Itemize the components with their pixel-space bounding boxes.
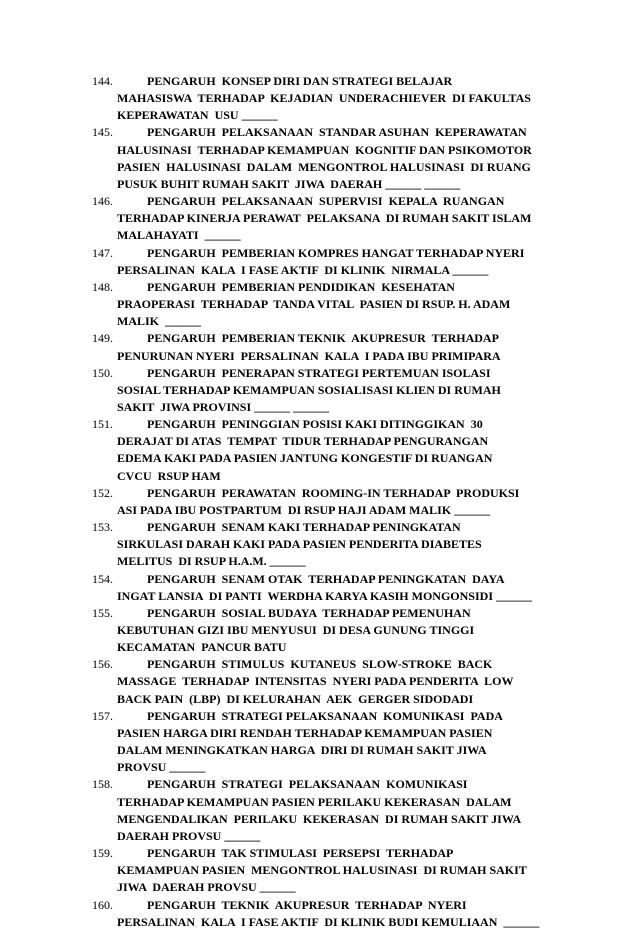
entry-title-text: CVCU RSUP HAM — [117, 468, 221, 483]
entry-title-line — [92, 673, 572, 690]
entry-title-text: PERSALINAN KALA I FASE AKTIF DI KLINIK BUDI KEMULIAAN ______ — [117, 914, 540, 929]
entry-title-first-line — [92, 571, 572, 588]
list-item — [92, 897, 572, 931]
entry-number: 152. — [92, 485, 113, 500]
entry-title-text: PUSUK BUHIT RUMAH SAKIT JIWA DAERAH ______ ______ — [117, 176, 461, 191]
entry-title-text: SOSIAL TERHADAP KEMAMPUAN SOSIALISASI KLIEN DI RUMAH — [117, 382, 501, 397]
entry-title-line — [92, 862, 572, 879]
entry-title-text: BACK PAIN (LBP) DI KELURAHAN AEK GERGER SIDODADI — [117, 691, 474, 706]
entry-title-text: PENGARUH PEMBERIAN TEKNIK AKUPRESUR TERHADAP — [147, 331, 499, 346]
entry-title-text: KEBUTUHAN GIZI IBU MENYUSUI DI DESA GUNUNG TINGGI — [117, 623, 475, 637]
entry-title-line — [92, 433, 572, 450]
entry-title-first-line — [92, 416, 572, 433]
entry-title-line — [92, 725, 572, 742]
list-item — [92, 485, 572, 519]
entry-title-text: DALAM MENINGKATKAN HARGA DIRI DI RUMAH SAKIT JIWA — [117, 743, 487, 758]
entry-title-text: MASSAGE TERHADAP INTENSITAS NYERI PADA PENDERITA LOW — [117, 674, 514, 689]
entry-title-text: PENGARUH SOSIAL BUDAYA TERHADAP PEMENUHAN — [147, 605, 471, 620]
entry-title-text: PERSALINAN KALA I FASE AKTIF DI KLINIK NIRMALA ______ — [117, 262, 489, 277]
entry-title-text: PENGARUH TEKNIK AKUPRESUR TERHADAP NYERI — [147, 897, 467, 912]
entry-number: 151. — [92, 417, 113, 432]
entry-title-line — [92, 691, 572, 708]
entry-title-text: PENGARUH KONSEP DIRI DAN STRATEGI BELAJAR — [147, 74, 453, 88]
entry-title-first-line — [92, 245, 572, 262]
entry-title-text: PENGARUH SENAM OTAK TERHADAP PENINGKATAN DAYA — [147, 571, 505, 586]
entry-title-line — [92, 759, 572, 776]
entry-title-first-line — [92, 193, 572, 210]
entry-title-first-line — [92, 519, 572, 536]
entry-title-line — [92, 622, 572, 639]
entry-title-line — [92, 639, 572, 656]
entry-number: 149. — [92, 331, 113, 346]
entry-title-line — [92, 296, 572, 313]
entry-title-line — [92, 382, 572, 399]
list-item — [92, 193, 572, 244]
entry-title-line — [92, 227, 572, 244]
entry-title-line — [92, 399, 572, 416]
entry-title-line — [92, 536, 572, 553]
entry-number: 158. — [92, 777, 113, 792]
list-item — [92, 124, 572, 193]
entry-title-text: MALIK ______ — [117, 314, 201, 329]
list-item — [92, 571, 572, 605]
entry-title-text: PENGARUH PENINGGIAN POSISI KAKI DITINGGIKAN 30 — [147, 417, 483, 432]
entry-title-line — [92, 588, 572, 605]
entry-title-text: PENGARUH PELAKSANAAN STANDAR ASUHAN KEPERAWATAN — [147, 125, 527, 140]
entry-title-text: DERAJAT DI ATAS TEMPAT TIDUR TERHADAP PENGURANGAN — [117, 434, 489, 449]
title-list — [92, 73, 572, 931]
entry-number: 160. — [92, 897, 113, 912]
list-item — [92, 845, 572, 896]
entry-title-text: MALAHAYATI ______ — [117, 228, 241, 243]
entry-title-line — [92, 107, 572, 124]
entry-title-line — [92, 176, 572, 193]
entry-number: 155. — [92, 605, 113, 620]
entry-number: 144. — [92, 74, 113, 88]
entry-number: 156. — [92, 657, 113, 672]
entry-title-first-line — [92, 897, 572, 914]
entry-number: 150. — [92, 365, 113, 380]
entry-title-text: PENGARUH PERAWATAN ROOMING-IN TERHADAP PRODUKSI — [147, 485, 520, 500]
entry-title-text: SAKIT JIWA PROVINSI ______ ______ — [117, 399, 330, 414]
entry-title-line — [92, 142, 572, 159]
entry-title-first-line — [92, 365, 572, 382]
entry-title-first-line — [92, 605, 572, 622]
entry-title-text: PENGARUH TAK STIMULASI PERSEPSI TERHADAP — [147, 846, 454, 861]
entry-title-text: PENGARUH PENERAPAN STRATEGI PERTEMUAN ISOLASI — [147, 365, 491, 380]
entry-title-first-line — [92, 124, 572, 141]
entry-title-first-line — [92, 708, 572, 725]
entry-title-line — [92, 553, 572, 570]
entry-title-text: PENGARUH PEMBERIAN PENDIDIKAN KESEHATAN — [147, 279, 455, 294]
entry-title-text: PENGARUH STRATEGI PELAKSANAAN KOMUNIKASI — [147, 777, 468, 792]
entry-title-text: PASIEN HARGA DIRI RENDAH TERHADAP KEMAMPUAN PASIEN — [117, 725, 493, 740]
entry-title-text: PENGARUH PELAKSANAAN SUPERVISI KEPALA RUANGAN — [147, 194, 505, 209]
entry-title-line — [92, 90, 572, 107]
entry-title-line — [92, 262, 572, 279]
list-item — [92, 73, 572, 124]
entry-title-line — [92, 348, 572, 365]
entry-title-first-line — [92, 485, 572, 502]
entry-title-line — [92, 879, 572, 896]
list-item — [92, 708, 572, 777]
entry-title-text: TERHADAP KINERJA PERAWAT PELAKSANA DI RUMAH SAKIT ISLAM — [117, 211, 532, 226]
entry-title-text: TERHADAP KEMAMPUAN PASIEN PERILAKU KEKERASAN DALAM — [117, 794, 512, 809]
entry-title-text: KEPERAWATAN USU ______ — [117, 108, 278, 123]
list-item — [92, 279, 572, 330]
list-item — [92, 365, 572, 416]
entry-number: 153. — [92, 520, 113, 535]
list-item — [92, 656, 572, 707]
entry-title-line — [92, 468, 572, 485]
entry-title-text: MENGENDALIKAN PERILAKU KEKERASAN DI RUMAH SAKIT JIWA — [117, 811, 522, 826]
entry-title-text: PASIEN HALUSINASI DALAM MENGONTROL HALUSINASI DI RUANG — [117, 159, 531, 174]
entry-number: 147. — [92, 245, 113, 260]
entry-title-text: HALUSINASI TERHADAP KEMAMPUAN KOGNITIF DAN PSIKOMOTOR — [117, 142, 532, 157]
list-item — [92, 245, 572, 279]
entry-title-text: ASI PADA IBU POSTPARTUM DI RSUP HAJI ADAM MALIK ______ — [117, 502, 491, 517]
entry-title-text: KECAMATAN PANCUR BATU — [117, 640, 287, 655]
entry-title-line — [92, 742, 572, 759]
entry-title-text: PENGARUH STRATEGI PELAKSANAAN KOMUNIKASI PADA — [147, 708, 503, 723]
entry-title-line — [92, 313, 572, 330]
entry-title-first-line — [92, 330, 572, 347]
entry-title-text: KEMAMPUAN PASIEN MENGONTROL HALUSINASI DI RUMAH SAKIT — [117, 863, 527, 878]
entry-title-text: PROVSU ______ — [117, 760, 206, 775]
entry-title-text: JIWA DAERAH PROVSU ______ — [117, 880, 296, 895]
entry-number: 146. — [92, 194, 113, 209]
entry-title-line — [92, 811, 572, 828]
entry-title-line — [92, 159, 572, 176]
entry-number: 148. — [92, 279, 113, 294]
entry-title-first-line — [92, 279, 572, 296]
entry-title-line — [92, 210, 572, 227]
entry-title-line — [92, 794, 572, 811]
entry-number: 154. — [92, 571, 113, 586]
entry-title-text: PENURUNAN NYERI PERSALINAN KALA I PADA IBU PRIMIPARA — [117, 348, 501, 363]
entry-title-line — [92, 828, 572, 845]
entry-title-text: MELITUS DI RSUP H.A.M. ______ — [117, 554, 306, 569]
entry-title-first-line — [92, 845, 572, 862]
entry-title-first-line — [92, 656, 572, 673]
entry-number: 157. — [92, 708, 113, 723]
list-item — [92, 416, 572, 485]
list-item — [92, 519, 572, 570]
entry-title-text: SIRKULASI DARAH KAKI PADA PASIEN PENDERITA DIABETES — [117, 537, 482, 552]
entry-title-text: PENGARUH STIMULUS KUTANEUS SLOW-STROKE BACK — [147, 657, 493, 672]
entry-title-text: PENGARUH SENAM KAKI TERHADAP PENINGKATAN — [147, 520, 461, 535]
entry-title-first-line — [92, 73, 572, 90]
entry-number: 159. — [92, 846, 113, 861]
entry-title-text: PENGARUH PEMBERIAN KOMPRES HANGAT TERHADAP NYERI — [147, 245, 525, 260]
entry-number: 145. — [92, 125, 113, 140]
list-item — [92, 776, 572, 845]
entry-title-text: PRAOPERASI TERHADAP TANDA VITAL PASIEN DI RSUP. H. ADAM — [117, 297, 511, 312]
entry-title-text: MAHASISWA TERHADAP KEJADIAN UNDERACHIEVER DI FAKULTAS — [117, 91, 531, 106]
list-item — [92, 605, 572, 656]
entry-title-line — [92, 914, 572, 931]
entry-title-line — [92, 450, 572, 467]
entry-title-text: INGAT LANSIA DI PANTI WERDHA KARYA KASIH MONGONSIDI ______ — [117, 588, 532, 603]
entry-title-text: EDEMA KAKI PADA PASIEN JANTUNG KONGESTIF DI RUANGAN — [117, 451, 493, 466]
list-item — [92, 330, 572, 364]
entry-title-first-line — [92, 776, 572, 793]
entry-title-line — [92, 502, 572, 519]
entry-title-text: DAERAH PROVSU ______ — [117, 828, 261, 843]
